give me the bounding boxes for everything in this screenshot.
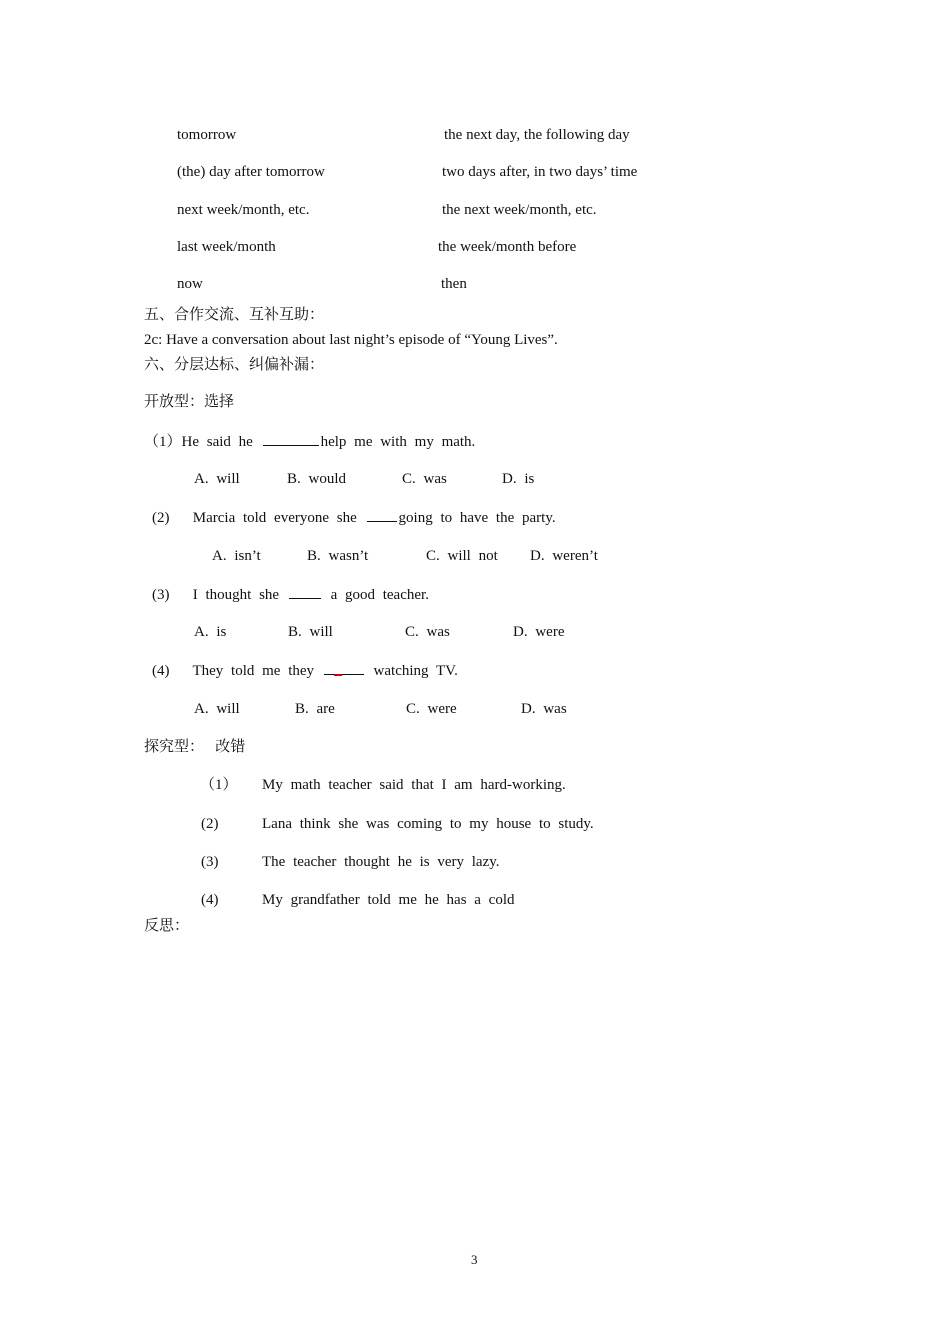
option: A. isn’t <box>212 548 261 564</box>
answer-blank <box>367 507 397 522</box>
correction-text: My grandfather told me he has a cold <box>262 892 515 908</box>
answer-blank <box>263 431 319 446</box>
option: D. were <box>513 624 565 640</box>
reported-2: the next week/month, etc. <box>442 202 597 218</box>
question-after: help me with my math. <box>320 434 476 450</box>
option: D. is <box>502 471 535 487</box>
open-type-label: 开放型：选择 <box>144 394 235 410</box>
option: B. wasn’t <box>307 548 369 564</box>
question-number: （1） <box>144 434 182 450</box>
option: D. was <box>521 701 567 717</box>
direct-3: last week/month <box>177 239 276 255</box>
option: C. was <box>405 624 450 640</box>
reported-1: two days after, in two days’ time <box>442 164 638 180</box>
section5-text: 2c: Have a conversation about last night’s episode of “Young Lives”. <box>144 332 558 348</box>
question-number: (2) <box>152 510 170 526</box>
question-before: I thought she <box>192 587 280 603</box>
correction-text: My math teacher said that I am hard-working. <box>262 777 566 793</box>
explore-type: 探究型： <box>144 739 205 755</box>
direct-4: now <box>177 276 203 292</box>
explore-type-label <box>144 737 245 757</box>
question-after: a good teacher. <box>330 587 429 603</box>
question-before: Marcia told everyone she <box>192 510 357 526</box>
option: B. would <box>287 471 347 487</box>
correction-number: (4) <box>201 892 219 908</box>
option: B. will <box>288 624 333 640</box>
question-4 <box>152 660 458 681</box>
explore-label: 改错 <box>215 739 246 755</box>
correction-number: (3) <box>201 854 219 870</box>
page-number: 3 <box>471 1252 478 1267</box>
reported-0: the next day, the following day <box>444 127 630 143</box>
correction-text: The teacher thought he is very lazy. <box>262 854 500 870</box>
question-after: going to have the party. <box>398 510 556 526</box>
reflection-label: 反思： <box>144 918 190 934</box>
correction-number: (2) <box>201 816 219 832</box>
reported-3: the week/month before <box>438 239 577 255</box>
correction-text: Lana think she was coming to my house to study. <box>262 816 594 832</box>
direct-1: (the) day after tomorrow <box>177 164 325 180</box>
option: A. will <box>194 701 240 717</box>
reported-4: then <box>441 276 467 292</box>
question-after: watching TV. <box>373 663 458 679</box>
answer-blank <box>289 584 321 599</box>
section6-heading: 六、分层达标、纠偏补漏： <box>144 357 325 373</box>
direct-0: tomorrow <box>177 127 237 143</box>
answer-blank <box>324 660 364 675</box>
direct-2: next week/month, etc. <box>177 202 310 218</box>
option: C. were <box>406 701 457 717</box>
option: C. will not <box>426 548 498 564</box>
option: C. was <box>402 471 447 487</box>
question-number: (3) <box>152 587 170 603</box>
question-before: He said he <box>181 434 253 450</box>
question-number: (4) <box>152 663 170 679</box>
option: B. are <box>295 701 335 717</box>
question-before: They told me they <box>192 663 315 679</box>
option: A. will <box>194 471 240 487</box>
correction-number: （1） <box>200 777 238 793</box>
question-2 <box>152 507 556 528</box>
question-1 <box>144 431 475 452</box>
section5-heading: 五、合作交流、互补互助： <box>144 307 325 323</box>
option: A. is <box>194 624 227 640</box>
question-3 <box>152 584 429 605</box>
option: D. weren’t <box>530 548 598 564</box>
